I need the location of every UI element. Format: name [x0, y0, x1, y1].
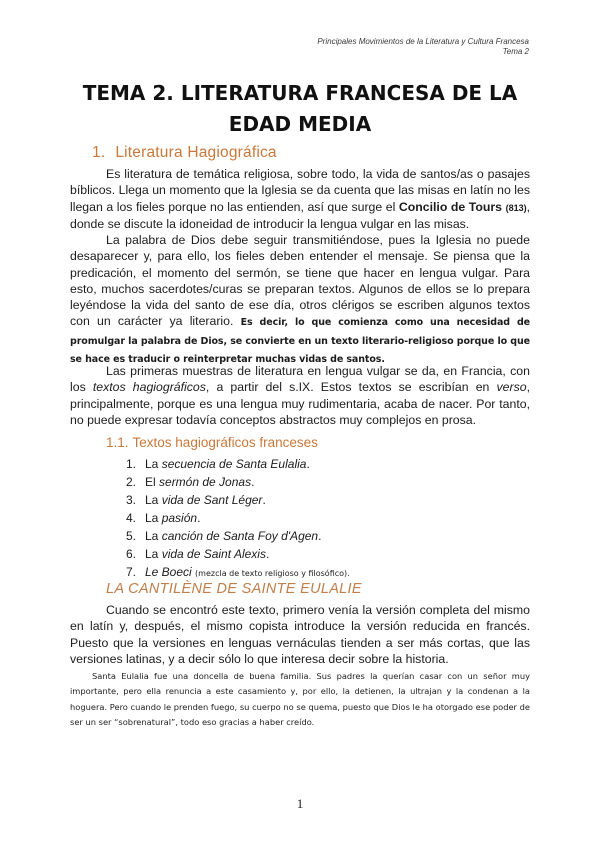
list-item	[126, 455, 350, 473]
header-topic: Tema 2	[502, 47, 529, 56]
year-note: (813)	[505, 202, 527, 213]
header-course-title: Principales Movimientos de la Literatura y Cultura Francesa	[317, 37, 529, 46]
paragraph-text: Las primeras muestras de literatura en lengua vulgar se da, en Francia, con los	[70, 364, 530, 395]
section-heading-cantilene: LA CANTILÈNE DE SAINTE EULALIE	[106, 581, 362, 597]
paragraph-text: , a partir del s.IX. Estos textos se escribían en	[205, 380, 497, 395]
list-number: 6.	[126, 547, 137, 561]
page-title: TEMA 2. LITERATURA FRANCESA DE LA EDAD MEDIA	[82, 81, 518, 136]
section-title: Literatura Hagiográfica	[115, 144, 277, 161]
list-work-title: canción de Santa Foy d'Agen	[161, 529, 319, 543]
page-number: 1	[296, 796, 304, 811]
list-work-title: pasión	[161, 511, 198, 525]
list-item	[126, 545, 350, 563]
list-item	[126, 509, 350, 527]
list-text: La	[145, 457, 162, 471]
italic-term: textos hagiográficos	[92, 380, 206, 395]
paragraph-text: , principalmente, porque es una lengua muy rudimentaria, acaba de nacer. Por tanto, no puede expresar todavía conceptos abstractos muy complejos en prosa.	[70, 380, 530, 427]
section-number: 1.1.	[106, 435, 129, 450]
list-item	[126, 527, 350, 545]
list-number: 4.	[126, 511, 137, 525]
italic-term: verso	[496, 380, 527, 395]
list-text: La	[145, 511, 162, 525]
list-number: 7.	[126, 565, 137, 579]
bold-term: Concilio de Tours	[398, 199, 503, 214]
section-heading-1	[92, 144, 277, 162]
list-note: (mezcla de texto religioso y filosófico).	[195, 569, 350, 578]
paragraph-4: Cuando se encontró este texto, primero venía la versión completa del mismo en latín y, después, el mismo copista introduce la versión reducida en francés. Puesto que la versiones en lenguas vernáculas tienden a ser más cortas, que las versiones latinas, y a decir sólo lo que interesa decir sobre la historia.	[70, 603, 530, 666]
section-number: 1.	[92, 144, 106, 161]
list-work-title: vida de Saint Alexis	[161, 547, 266, 561]
list-work-title: vida de Sant Léger	[161, 493, 263, 507]
hagiographic-texts-list	[126, 455, 350, 581]
list-item	[126, 473, 350, 491]
list-text: .	[265, 547, 270, 561]
list-work-title: secuencia de Santa Eulalia	[161, 457, 307, 471]
story-summary: Santa Eulalia fue una doncella de buena familia. Sus padres la querían casar con un señor muy importante, pero ella renuncia a este casamiento y, por ello, la detienen, la ultrajan y la condenan a la hoguera. Pero cuando le prenden fuego, su cuerpo no se quema, puesto que Dios le ha otorgado ese poder de ser un ser “sobrenatural”, todo eso gracias a haber creído.	[70, 671, 530, 728]
list-text: La	[145, 547, 162, 561]
list-work-title: Le Boeci	[145, 565, 192, 579]
paragraph-2	[70, 232, 530, 368]
paragraph-text: , donde se discute la idoneidad de introducir la lengua vulgar en las misas.	[70, 199, 531, 231]
list-text: La	[145, 529, 162, 543]
section-heading-1-1	[106, 435, 318, 450]
list-item	[126, 563, 350, 581]
list-work-title: sermón de Jonas	[159, 475, 252, 489]
list-number: 2.	[126, 475, 137, 489]
section-title: Textos hagiográficos franceses	[132, 435, 318, 450]
running-header	[317, 37, 529, 57]
list-text: .	[306, 457, 310, 471]
list-text: .	[318, 529, 322, 543]
list-text: .	[251, 475, 255, 489]
list-text: .	[262, 493, 266, 507]
list-number: 3.	[126, 493, 137, 507]
list-number: 1.	[126, 457, 137, 471]
list-number: 5.	[126, 529, 137, 543]
list-text: El	[145, 475, 160, 489]
paragraph-text: Es literatura de temática religiosa, sobre todo, la vida de santos/as o pasajes bíblicos. Llega un momento que la Iglesia se da cuenta que las misas en latín no les llegan a los fieles porque no las entienden, así que surge el	[70, 167, 530, 214]
paragraph-text: La palabra de Dios debe seguir transmitiéndose, pues la Iglesia no puede desaparecer y, para ello, los fieles deben entender el mensaje. Se piensa que la predicación, el momento del sermón, se tiene que hacer en lengua vulgar. Para esto, muchos sacerdotes/curas se preparan textos. Algunos de ellos se lo prepara leyéndose la vida del santo de ese día, otros clérigos se escriben algunos textos con un carácter ya literario.	[70, 233, 530, 329]
list-text: La	[145, 493, 162, 507]
list-item	[126, 491, 350, 509]
bold-emphasis: Es decir, lo que comienza como una necesidad de promulgar la palabra de Dios, se convierte en un texto literario-religioso porque lo que se hace es traducir o reinterpretar muchas vidas de santos.	[70, 317, 530, 366]
list-text: .	[197, 511, 201, 525]
paragraph-3	[70, 363, 530, 428]
paragraph-1	[70, 166, 530, 232]
